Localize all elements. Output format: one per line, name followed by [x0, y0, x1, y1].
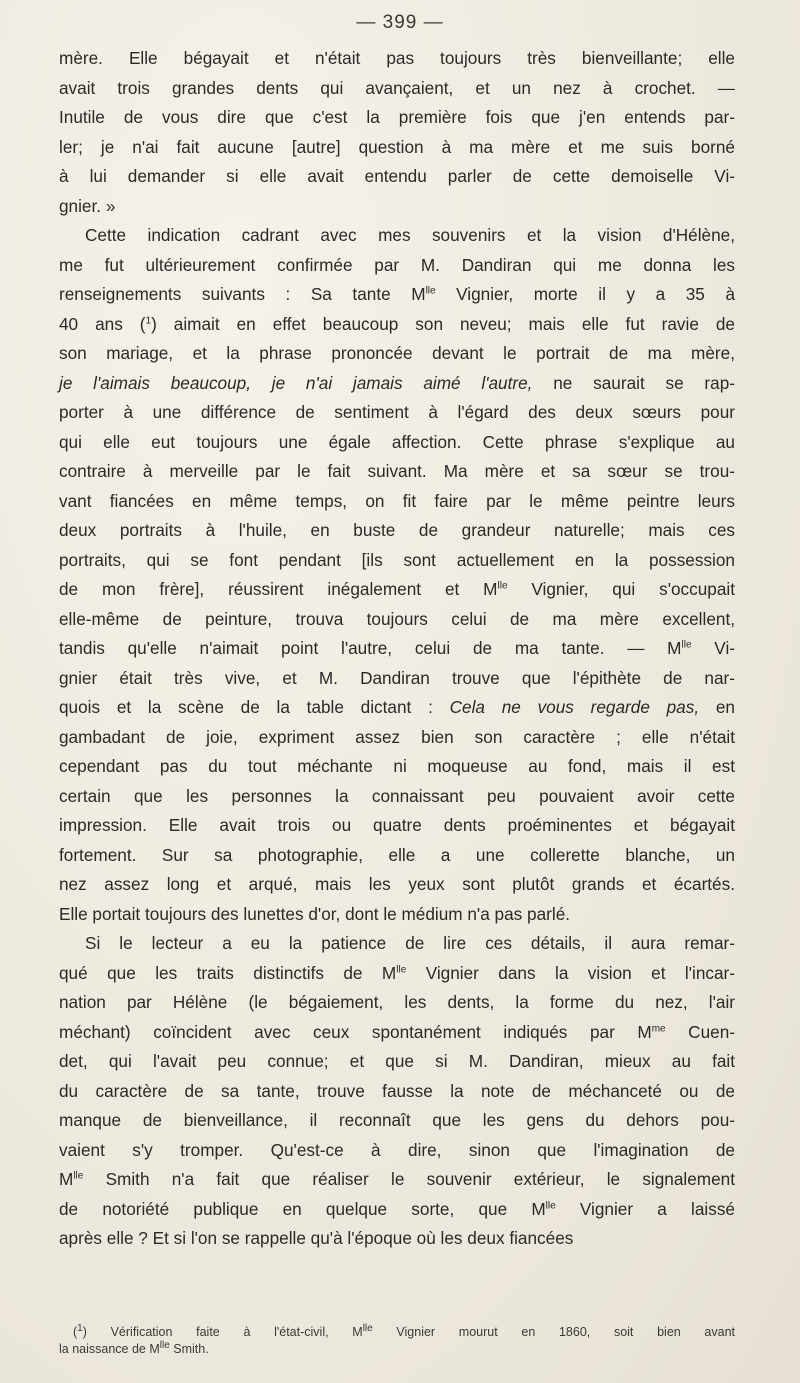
text-line: renseignements suivants : Sa tante $M^{lle}$ Vignier, morte il y a 35 à [59, 284, 735, 304]
text-line: elle-même de peinture, trouva toujours celui de ma mère excellent, [59, 608, 735, 629]
text-line: porter à une différence de sentiment à l'égard des deux sœurs pour [59, 402, 735, 422]
body-text [59, 44, 735, 1254]
footnote [59, 1324, 735, 1358]
text-line: det, qui l'avait peu connue; et que si M. Dandiran, mieux au fait [59, 1051, 735, 1071]
text-line: à lui demander si elle avait entendu parler de cette demoiselle Vi- [59, 166, 735, 186]
text-line: portraits, qui se font pendant [ils sont actuellement en la possession [59, 549, 735, 570]
page-number: — 399 — [356, 12, 444, 33]
text-line: qué que les traits distinctifs de $M^{lle}$ Vignier dans la vision et l'incar- [59, 962, 736, 983]
superscript: lle [159, 1339, 170, 1351]
text-line: fortement. Sur sa photographie, elle a une collerette blanche, un [59, 844, 735, 865]
text-line: qui elle eut toujours une égale affection. Cette phrase s'explique au [59, 431, 735, 452]
text-line: mère. Elle bégayait et n'était pas toujours très bienveillante; elle [59, 48, 735, 68]
italic-text: Cela ne vous regarde pas, [449, 697, 700, 717]
text-line: nation par Hélène (le bégaiement, les dents, la forme du nez, l'air [59, 992, 735, 1012]
text-line: de notoriété publique en quelque sorte, que $M^{lle}$ Vignier a laissé [59, 1198, 735, 1219]
text-line: de mon frère], réussirent inégalement et $M^{lle}$ Vignier, qui s'occupait [59, 579, 736, 599]
text-line: gambadant de joie, expriment assez bien son caractère ; elle n'était [59, 726, 735, 747]
text-line: cependant pas du tout méchante ni moqueuse au fond, mais il est [59, 756, 735, 776]
text-line: après elle ? Et si l'on se rappelle qu'à l'époque où les deux fiancées [59, 1228, 574, 1248]
text-line: deux portraits à l'huile, en buste de grandeur naturelle; mais ces [59, 520, 735, 540]
italic-text: je l'aimais beaucoup, je n'ai jamais aimé l'autre, [59, 372, 533, 393]
text-line: du caractère de sa tante, trouve fausse la note de méchanceté ou de [59, 1080, 735, 1101]
text-line: tandis qu'elle n'aimait point l'autre, celui de ma tante. — $M^{lle}$ Vi- [59, 638, 735, 658]
footnote-line: ($^1$) Vérification faite à l'état-civil, $M^{lle}$ Vignier mourut en 1860, soit bien avant [73, 1322, 735, 1339]
text-line: méchant) coïncident avec ceux spontanément indiqués par $M^{me}$ Cuen- [59, 1021, 735, 1042]
text-line: Elle portait toujours des lunettes d'or, dont le médium n'a pas parlé. [59, 903, 571, 924]
superscript: me [651, 1022, 666, 1034]
superscript: lle [396, 963, 407, 975]
superscript: lle [362, 1322, 373, 1334]
text-line: quois et la scène de la table dictant : Cela ne vous regarde pas, en [59, 697, 735, 717]
footnote-line: la naissance de $M^{lle}$ Smith. [59, 1339, 209, 1356]
text-line: nez assez long et arqué, mais les yeux sont plutôt grands et écartés. [59, 874, 735, 894]
superscript: 1 [145, 314, 152, 326]
text-line: Cette indication cadrant avec mes souvenirs et la vision d'Hélène, [85, 225, 735, 245]
superscript: lle [497, 580, 508, 592]
text-line: 40 ans ($^1$) aimait en effet beaucoup son neveu; mais elle fut ravie de [59, 313, 735, 334]
text-line: vant fiancées en même temps, on fit faire par le même peintre leurs [59, 490, 735, 511]
text-line: manque de bienveillance, il reconnaît que les gens du dehors pou- [59, 1110, 735, 1130]
text-line: ler; je n'ai fait aucune [autre] question à ma mère et me suis borné [59, 136, 735, 157]
text-line: gnier était très vive, et M. Dandiran trouve que l'épithète de nar- [59, 667, 735, 688]
superscript: lle [681, 639, 692, 651]
superscript: lle [545, 1199, 556, 1211]
text-line: certain que les personnes la connaissant peu pouvaient avoir cette [59, 785, 735, 806]
text-line: je l'aimais beaucoup, je n'ai jamais aimé l'autre, ne saurait se rap- [59, 372, 735, 393]
text-line: me fut ultérieurement confirmée par M. Dandiran qui me donna les [59, 254, 735, 275]
text-line: son mariage, et la phrase prononcée devant le portrait de ma mère, [59, 343, 735, 363]
text-line: Si le lecteur a eu la patience de lire ces détails, il aura remar- [85, 933, 735, 953]
text-line: avait trois grandes dents qui avançaient, et un nez à crochet. — [59, 77, 735, 98]
superscript: lle [73, 1170, 84, 1182]
superscript: 1 [77, 1322, 83, 1334]
text-line: $M^{lle}$ Smith n'a fait que réaliser le souvenir extérieur, le signalement [59, 1169, 735, 1189]
text-line: contraire à merveille par le fait suivant. Ma mère et sa sœur se trou- [59, 461, 735, 481]
text-line: Inutile de vous dire que c'est la première fois que j'en entends par- [59, 107, 735, 127]
text-line: gnier. » [59, 195, 116, 216]
text-line: impression. Elle avait trois ou quatre dents proéminentes et bégayait [59, 815, 735, 835]
superscript: lle [425, 285, 436, 297]
text-line: vaient s'y tromper. Qu'est-ce à dire, sinon que l'imagination de [59, 1139, 735, 1160]
